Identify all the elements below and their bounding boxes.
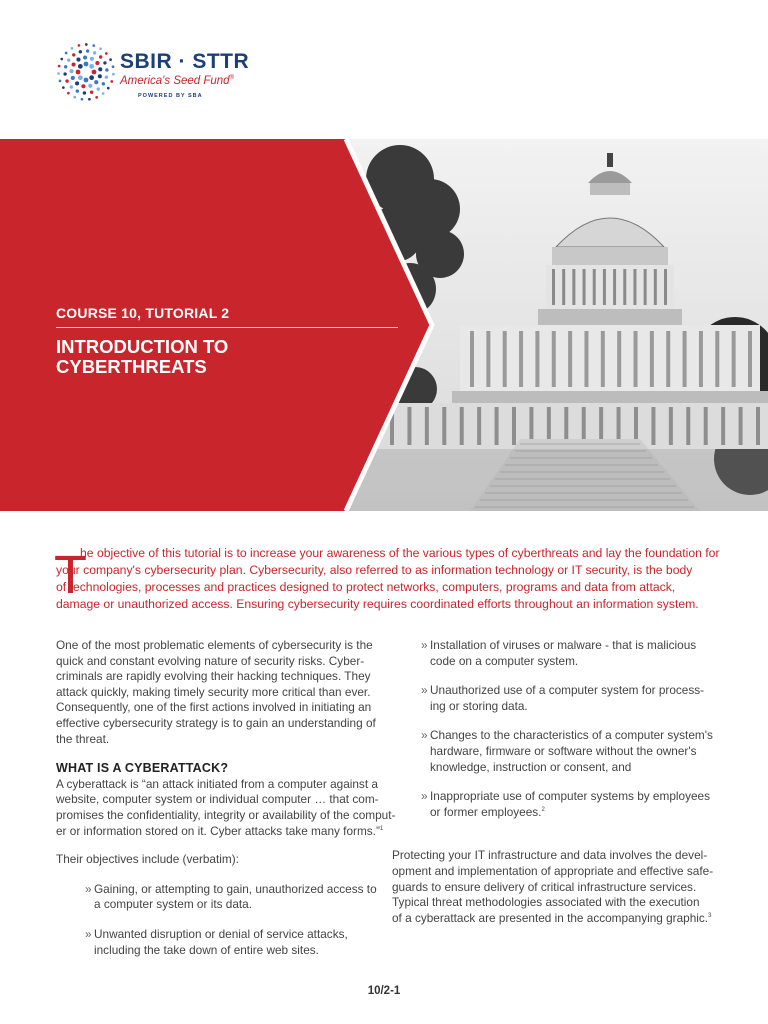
drop-cap: T (54, 545, 87, 605)
intro-paragraph: he objective of this tutorial is to increase your awareness of the various types of cyberthreats and lay the foundation for your company's cybersecurity plan. Cybersecurity, also referred to as information technology or IT security, is the body of technologies, processes and practices designed to protect networks, computers, programs and data from attack, damage or unauthorized access. Ensuring cybersecurity requires coordinated efforts throughout an information system. (56, 546, 720, 611)
logo-subtitle: America's Seed Fund® (120, 75, 235, 87)
list-item: » Changes to the characteristics of a computer system's hardware, firmware or software without the owner's knowledge, instruction or consent, and (421, 728, 713, 774)
paragraph-objectives: Their objectives include (verbatim): (56, 852, 239, 867)
right-column (392, 638, 714, 926)
left-column (56, 638, 396, 958)
hero-banner (0, 139, 768, 511)
paragraph-cybersecurity-risks: One of the most problematic elements of cybersecurity is the quick and constant evolving nature of security risks. Cyber- criminals are rapidly evolving their hacking techniques. They attack quickly, making timely security more critical than ever. Consequently, one of the first actions involved in initiating an effective cybersecurity strategy is to gain an understanding of the threat. (56, 638, 376, 746)
banner-graphic (0, 139, 768, 511)
paragraph-cyberattack-definition: A cyberattack is “an attack initiated from a computer against a website, computer system or individual computer … that com- promises the confidentiality, integrity or availability of the comput- er or information stored on it. Cyber attacks take many forms.”$^1$ (56, 776, 396, 838)
paragraph-infrastructure: Protecting your IT infrastructure and data involves the devel- opment and implementation of appropriate and effective safe- guards to ensure delivery of critical infrastructure services. Typical threat methodologies associated with the execution of a cyberattack are presented in the accompanying graphic.$^3$ (392, 848, 714, 925)
list-item: » Gaining, or attempting to gain, unauthorized access to a computer system or its data. (85, 881, 377, 912)
title-divider (56, 327, 398, 328)
sbir-sttr-logo (56, 42, 256, 112)
list-item: » Unwanted disruption or denial of service attacks, including the take down of entire web sites. (85, 926, 348, 957)
page-title: INTRODUCTION TO CYBERTHREATS (56, 336, 229, 377)
logo-dots-icon (56, 42, 116, 102)
logo-title: SBIR · STTR (120, 50, 250, 73)
page-number: 10/2-1 (367, 985, 401, 997)
course-label: COURSE 10, TUTORIAL 2 (56, 305, 230, 321)
logo-powered-by: POWERED BY SBA (138, 93, 203, 99)
list-item: » Unauthorized use of a computer system for process- ing or storing data. (421, 683, 705, 713)
list-item: » Inappropriate use of computer systems by employees or former employees.$^2$ (421, 789, 710, 819)
list-item: » Installation of viruses or malware - that is malicious code on a computer system. (421, 638, 697, 668)
section-heading: WHAT IS A CYBERATTACK? (56, 761, 229, 776)
